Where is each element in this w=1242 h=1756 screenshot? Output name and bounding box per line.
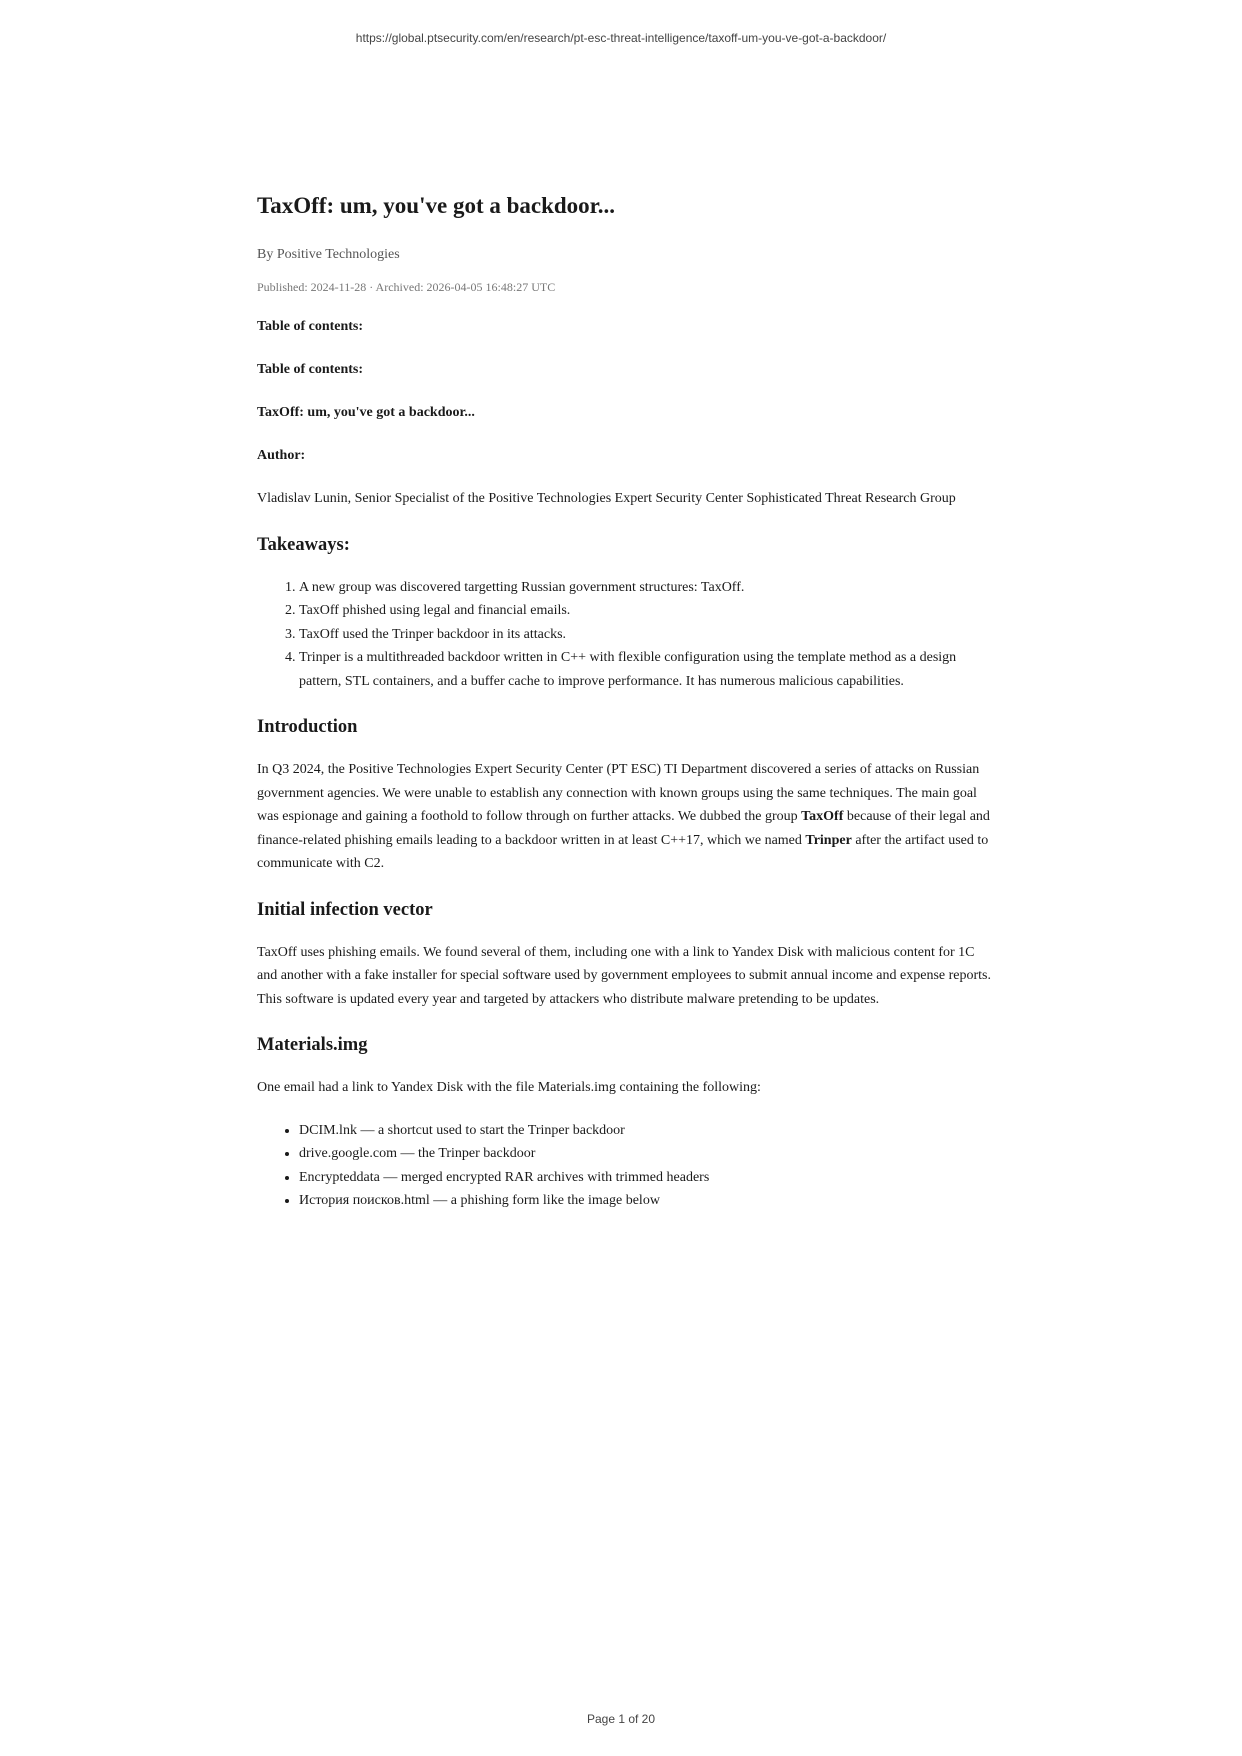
infection-paragraph: TaxOff uses phishing emails. We found several of them, including one with a link to Yandex Disk with malicious content for 1C and another with a fake installer for special software used by government employees to submit annual income and expense reports. This software is updated every year and targeted by attackers who distribute malware pretending to be updates. bbox=[257, 944, 991, 1007]
list-item: • История поисков.html — a phishing form like the image below bbox=[299, 1189, 997, 1213]
article-title: TaxOff: um, you've got a backdoor... bbox=[257, 193, 616, 218]
infection-heading: Initial infection vector bbox=[257, 899, 433, 920]
group-name: TaxOff bbox=[801, 809, 844, 824]
list-item: • drive.google.com — the Trinper backdoor bbox=[299, 1142, 997, 1166]
takeaways-list bbox=[257, 576, 997, 694]
title-repeat: TaxOff: um, you've got a backdoor... bbox=[257, 405, 475, 420]
list-item: 2. TaxOff phished using legal and financial emails. bbox=[299, 599, 997, 623]
materials-heading: Materials.img bbox=[257, 1035, 368, 1055]
list-item: 4. Trinper is a multithreaded backdoor written in C++ with flexible configuration using the template method as a design pattern, STL containers, and a buffer cache to improve performance. It has numerous malicious capabilities. bbox=[299, 646, 997, 693]
author-label: Author: bbox=[257, 448, 306, 463]
toc-label: Table of contents: bbox=[257, 362, 364, 377]
takeaways-heading: Takeaways: bbox=[257, 534, 350, 555]
toc-label: Table of contents: bbox=[257, 319, 364, 334]
backdoor-name: Trinper bbox=[805, 832, 852, 848]
introduction-paragraph bbox=[257, 758, 997, 876]
introduction-heading: Introduction bbox=[257, 717, 358, 737]
publish-meta: Published: 2024-11-28 · Archived: 2026-04-05 16:48:27 UTC bbox=[257, 280, 556, 294]
byline: By Positive Technologies bbox=[257, 247, 400, 262]
author-text: Vladislav Lunin, Senior Specialist of the Positive Technologies Expert Security Center Sophisticated Threat Research Group bbox=[257, 491, 956, 506]
materials-list bbox=[257, 1119, 997, 1213]
list-item: • Encrypteddata — merged encrypted RAR archives with trimmed headers bbox=[299, 1166, 997, 1190]
list-item: 3. TaxOff used the Trinper backdoor in its attacks. bbox=[299, 623, 997, 647]
page-number: Page 1 of 20 bbox=[586, 1712, 656, 1726]
intro-text: because of their legal and finance-related phishing emails leading to a backdoor written in at least C++17, which we named bbox=[257, 809, 990, 848]
intro-text: after the artifact used to communicate with C2. bbox=[257, 832, 989, 871]
materials-intro: One email had a link to Yandex Disk with the file Materials.img containing the following: bbox=[257, 1080, 761, 1095]
list-item: • DCIM.lnk — a shortcut used to start the Trinper backdoor bbox=[299, 1119, 997, 1143]
list-item: 1. A new group was discovered targetting Russian government structures: TaxOff. bbox=[299, 576, 997, 600]
article bbox=[257, 185, 997, 1232]
intro-text: In Q3 2024, the Positive Technologies Expert Security Center (PT ESC) TI Department discovered a series of attacks on Russian government agencies. We were unable to establish any connection with known groups using the same techniques. The main goal was espionage and gaining a foothold to follow through on further attacks. We dubbed the group bbox=[257, 762, 980, 824]
page-url: https://global.ptsecurity.com/en/research/pt-esc-threat-intelligence/taxoff-um-you-ve-got-a-backdoor/ bbox=[355, 31, 887, 45]
